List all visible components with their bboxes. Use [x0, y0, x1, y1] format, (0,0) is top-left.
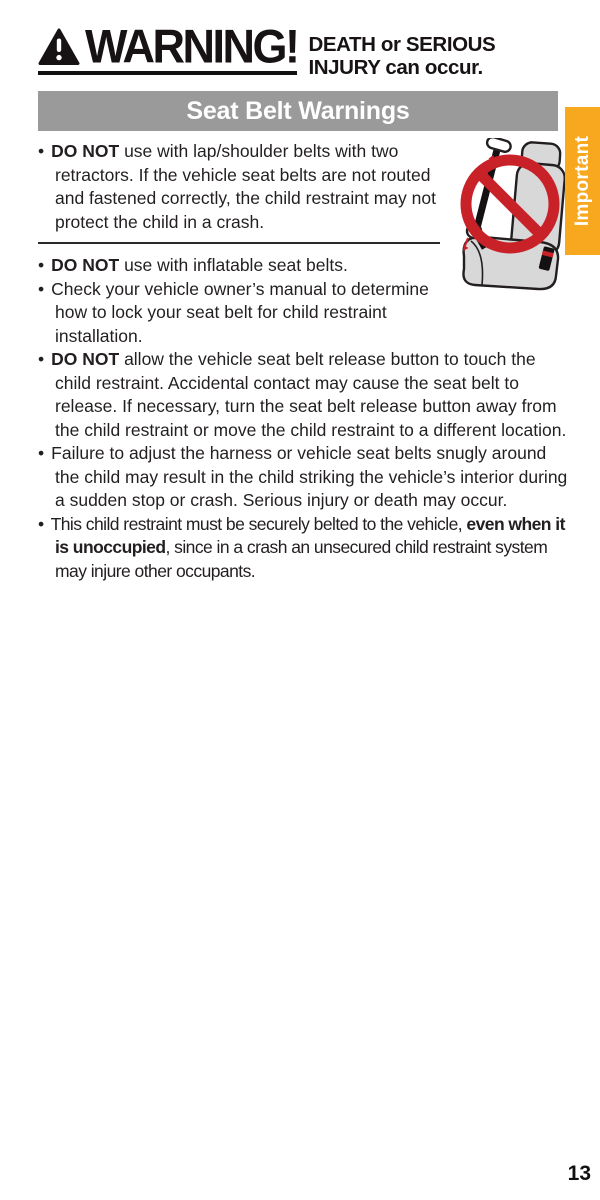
- bullet-dot: •: [38, 513, 44, 534]
- bullet-text: This child restraint must be securely belted to the vehicle,: [50, 513, 467, 534]
- bullet-text-bold: even when it is unoccupied: [55, 513, 565, 557]
- bullet-dot: •: [38, 255, 45, 275]
- warning-subtitle-line1: DEATH or SERIOUS: [308, 33, 496, 56]
- bullet-text: use with inflatable seat belts.: [119, 255, 348, 275]
- bullet-dot: •: [38, 443, 45, 463]
- warnings-content: [38, 140, 568, 583]
- warning-bullet: [38, 513, 568, 584]
- seat-belt-prohibited-illustration: [454, 138, 568, 296]
- warning-title: [38, 19, 298, 75]
- warning-title-text: WARNING!: [85, 19, 298, 74]
- bullet-dot: •: [38, 278, 45, 299]
- warning-header: [0, 0, 600, 79]
- bullet-dot: •: [38, 141, 45, 161]
- important-side-tab: [565, 107, 600, 255]
- bullet-text: Check your vehicle owner’s manual to determine how to lock your seat belt for child restraint installation.: [51, 278, 429, 346]
- warning-subtitle-line2: INJURY can occur.: [308, 56, 483, 79]
- warning-triangle-icon: [38, 28, 80, 66]
- warning-bullet: [38, 348, 568, 442]
- section-banner-title: Seat Belt Warnings: [186, 96, 410, 125]
- bullet-text-bold: DO NOT: [51, 141, 120, 161]
- bullet-text-bold: DO NOT: [51, 255, 120, 275]
- page-number: 13: [567, 1162, 591, 1185]
- bullet-text: , since in a crash an unsecured child restraint system may injure other occupants.: [55, 537, 548, 581]
- section-banner: [38, 91, 558, 131]
- bullet-text-bold: DO NOT: [51, 349, 120, 369]
- bullet-text: Failure to adjust the harness or vehicle seat belts snugly around the child may result in the child striking the vehicle’s interior during a sudden stop or crash. Serious injury or death may occur.: [51, 443, 568, 510]
- bullet-divider: [38, 242, 440, 244]
- warning-subtitle: [308, 27, 495, 79]
- warning-bullet: [38, 442, 568, 513]
- bullet-text: use with lap/shoulder belts with two retractors. If the vehicle seat belts are not routed and fastened correctly, the child restraint may not protect the child in a crash.: [55, 141, 436, 232]
- bullet-dot: •: [38, 349, 45, 369]
- important-tab-label: Important: [571, 135, 593, 227]
- bullet-text: allow the vehicle seat belt release button to touch the child restraint. Accidental contact may cause the seat belt to release. If necessary, turn the seat belt release button away from the child restraint or move the child restraint to a different location.: [55, 349, 567, 440]
